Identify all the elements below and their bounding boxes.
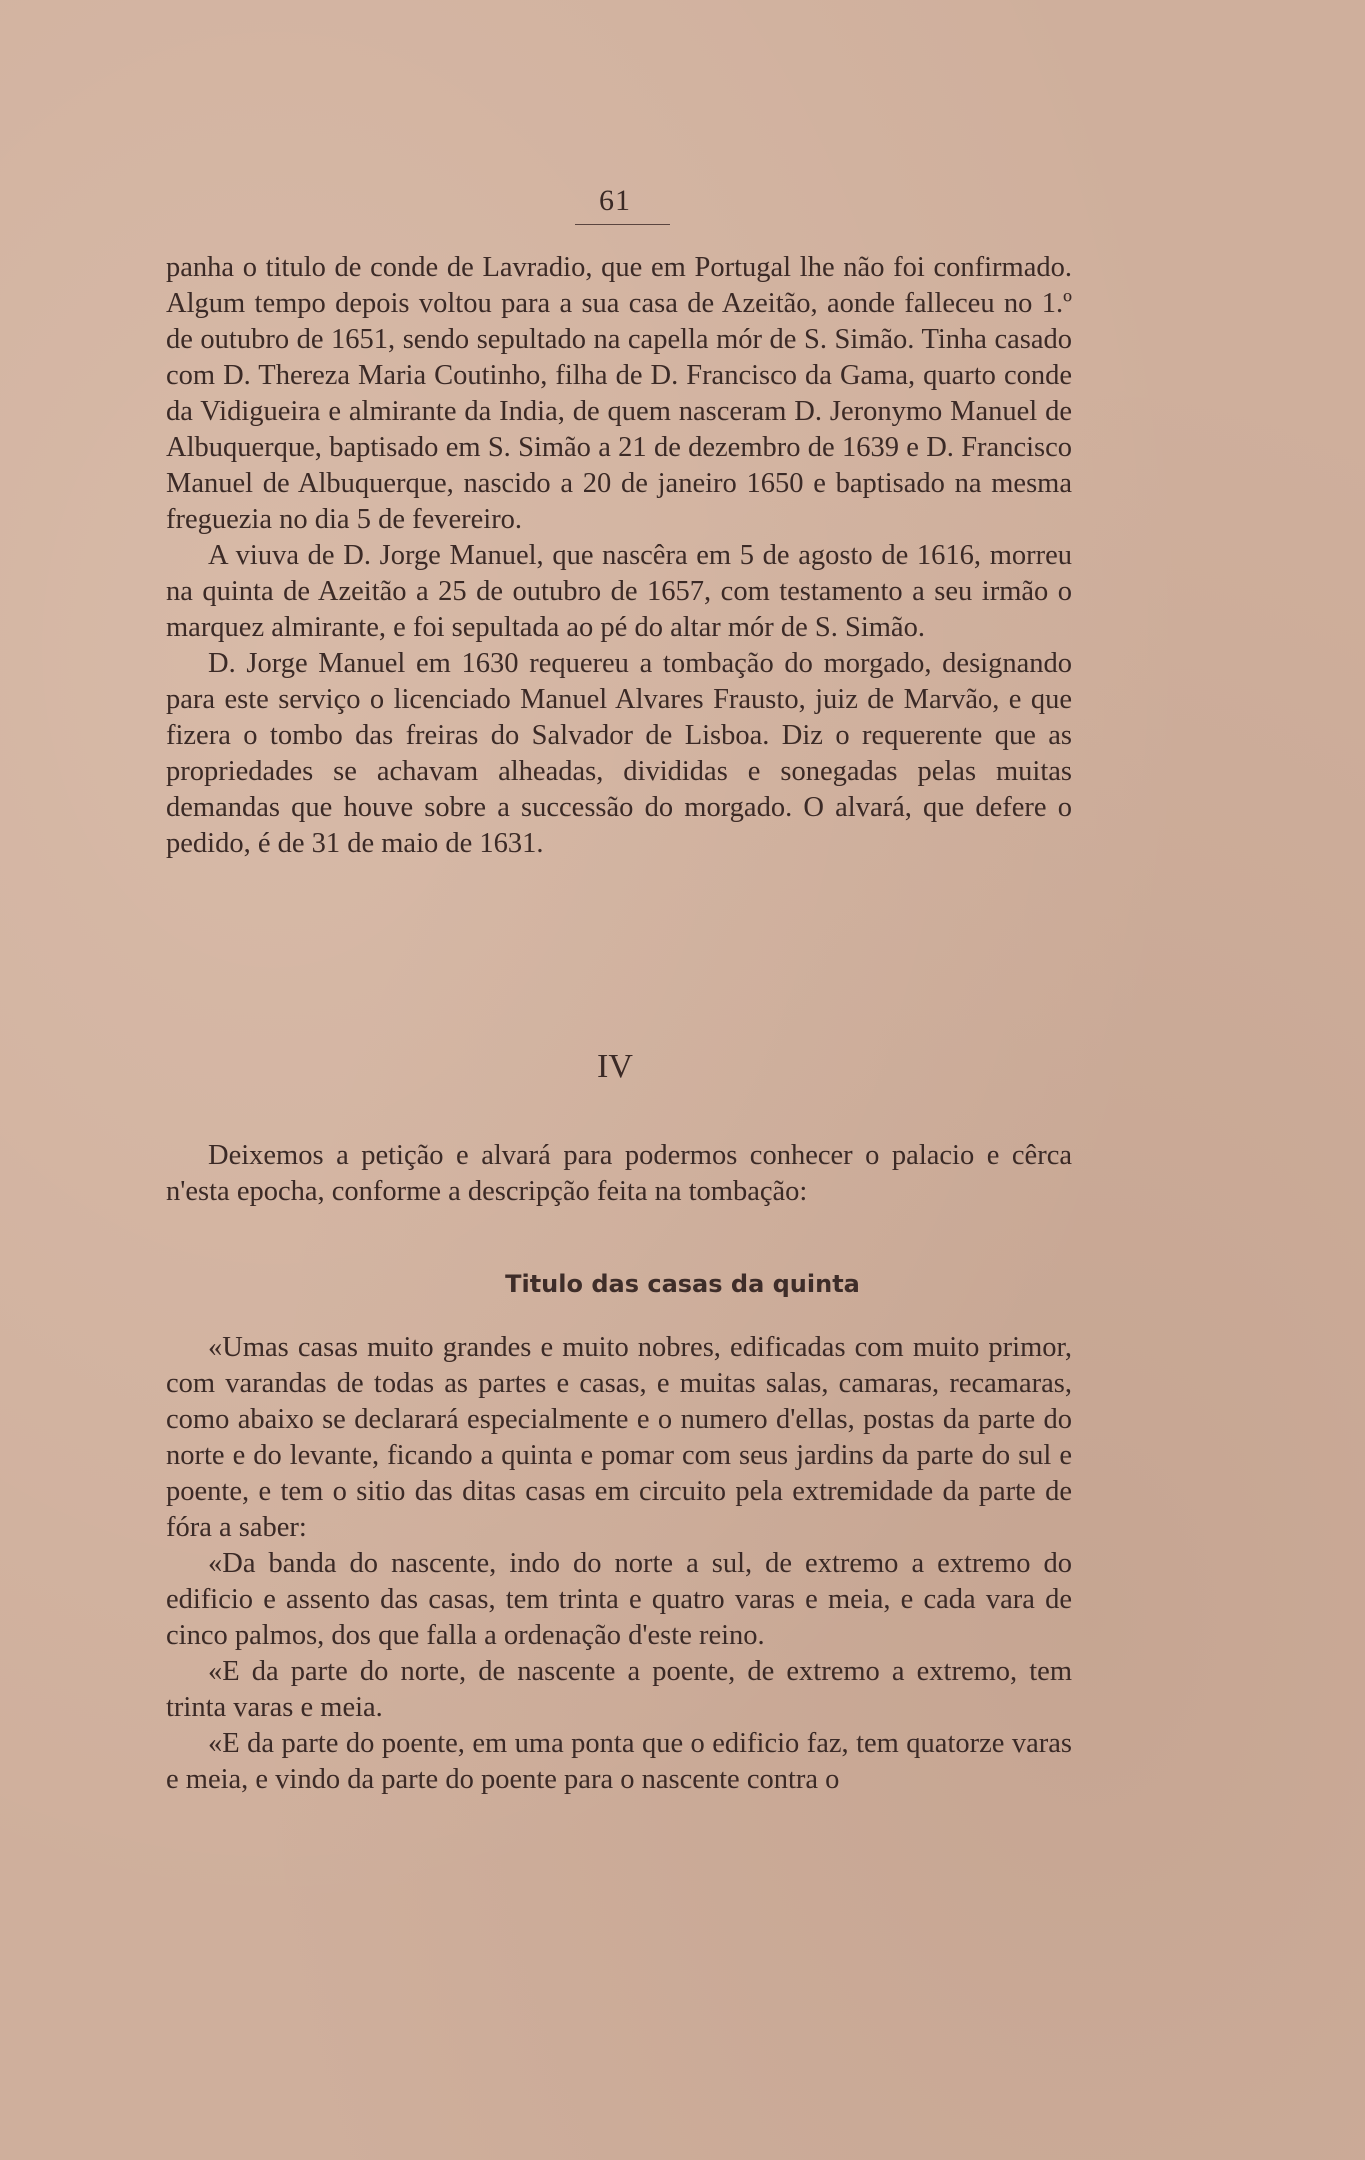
paragraph: «E da parte do poente, em uma ponta que o edificio faz, tem quatorze varas e meia, e vindo da parte do poente para o nascente contra o xyxy=(166,1728,1072,1795)
text-block-top xyxy=(166,250,1072,862)
section-number: IV xyxy=(597,1048,633,1085)
paragraph: D. Jorge Manuel em 1630 requereu a tombação do morgado, designando para este serviço o licenciado Manuel Alvares Frausto, juiz de Marvão, e que fizera o tombo das freiras do Salvador de Lisboa. Diz o requerente que as propriedades se achavam alheadas, divididas e sonegadas pelas muitas demandas que houve sobre a successão do morgado. O alvará, que defere o pedido, é de 31 de maio de 1631. xyxy=(166,648,1072,859)
subheading: Titulo das casas da quinta xyxy=(505,1270,860,1298)
text-block-intro xyxy=(166,1138,1072,1210)
text-block-bottom xyxy=(166,1330,1072,1798)
paragraph: A viuva de D. Jorge Manuel, que nascêra em 5 de agosto de 1616, morreu na quinta de Azeitão a 25 de outubro de 1657, com testamento a seu irmão o marquez almirante, e foi sepultada ao pé do altar mór de S. Simão. xyxy=(166,540,1072,643)
paragraph: «E da parte do norte, de nascente a poente, de extremo a extremo, tem trinta varas e meia. xyxy=(166,1656,1072,1723)
paragraph: «Da banda do nascente, indo do norte a sul, de extremo a extremo do edificio e assento das casas, tem trinta e quatro varas e meia, e cada vara de cinco palmos, dos que falla a ordenação d'este reino. xyxy=(166,1548,1072,1651)
paragraph: panha o titulo de conde de Lavradio, que em Portugal lhe não foi confirmado. Algum tempo depois voltou para a sua casa de Azeitão, aonde falleceu no 1.º de outubro de 1651, sendo sepultado na capella mór de S. Simão. Tinha casado com D. Thereza Maria Coutinho, filha de D. Francisco da Gama, quarto conde da Vidigueira e almirante da India, de quem nasceram D. Jeronymo Manuel de Albuquerque, baptisado em S. Simão a 21 de dezembro de 1639 e D. Francisco Manuel de Albuquerque, nascido a 20 de janeiro 1650 e baptisado na mesma freguezia no dia 5 de fevereiro. xyxy=(166,252,1072,535)
paragraph: «Umas casas muito grandes e muito nobres, edificadas com muito primor, com varandas de todas as partes e casas, e muitas salas, camaras, recamaras, como abaixo se declarará especialmente e o numero d'ellas, postas da parte do norte e do levante, ficando a quinta e pomar com seus jardins da parte do sul e poente, e tem o sitio das ditas casas em circuito pela extremidade da parte de fóra a saber: xyxy=(166,1332,1072,1543)
page-number-rule xyxy=(575,224,670,225)
paragraph: Deixemos a petição e alvará para podermos conhecer o palacio e cêrca n'esta epocha, conforme a descripção feita na tombação: xyxy=(166,1140,1072,1207)
page-number: 61 xyxy=(599,184,631,217)
